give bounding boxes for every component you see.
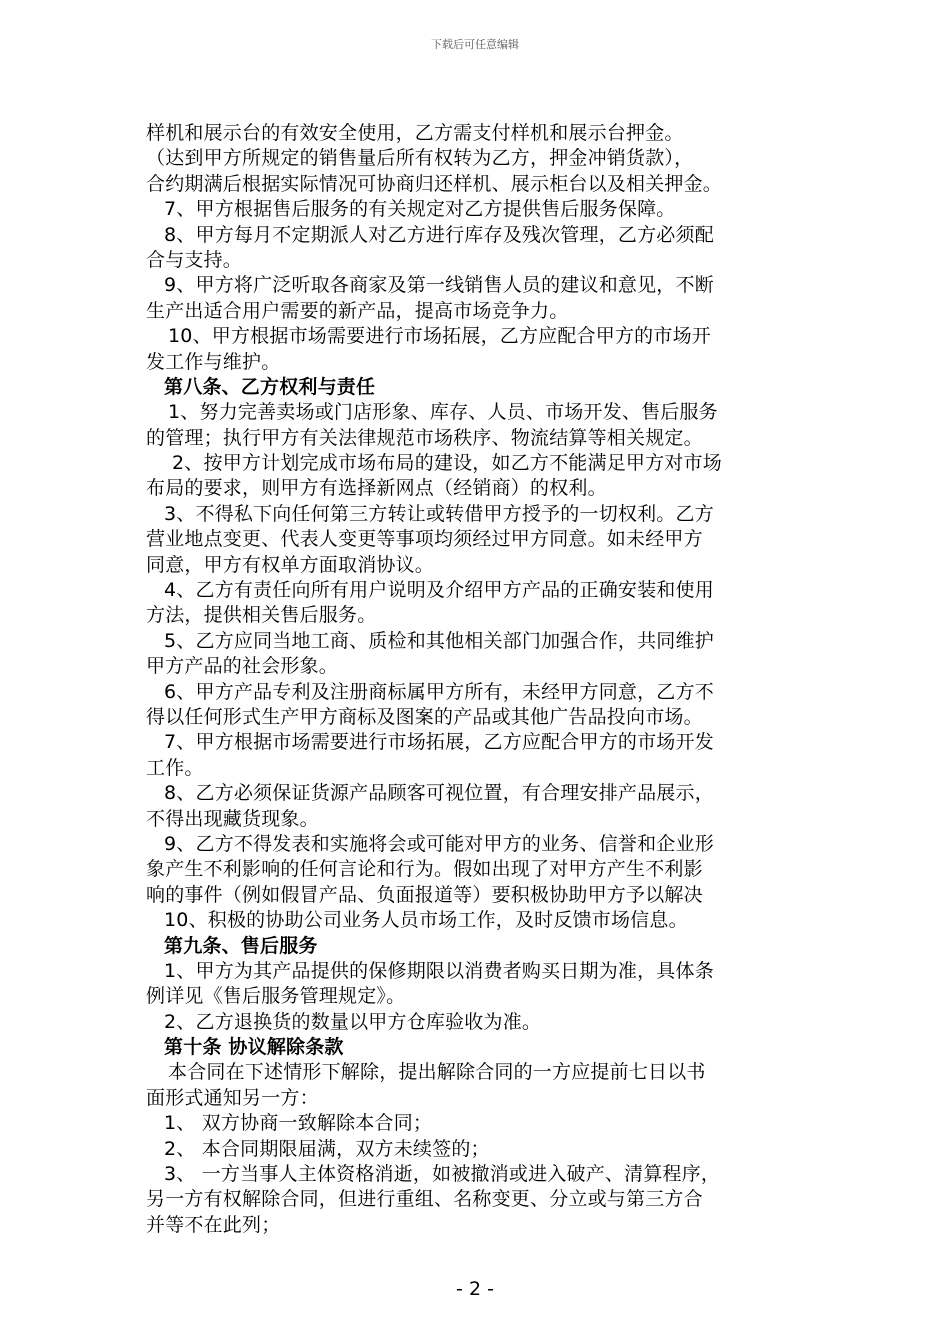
body-text-line: 1、 双方协商一致解除本合同； xyxy=(164,1112,433,1135)
body-text-line: 样机和展示台的有效安全使用，乙方需支付样机和展示台押金。 xyxy=(146,122,684,144)
body-text-line: 响的事件（例如假冒产品、负面报道等）要积极协助甲方予以解决 xyxy=(146,883,703,906)
section-heading: 第九条、售后服务 xyxy=(164,934,318,957)
body-text-line: 并等不在此列； xyxy=(146,1213,281,1236)
body-text-line: 的管理；执行甲方有关法律规范市场秩序、物流结算等相关规定。 xyxy=(146,426,703,449)
body-text-line: 1、甲方为其产品提供的保修期限以消费者购买日期为准，具体条 xyxy=(164,959,714,982)
body-text-line: 布局的要求，则甲方有选择新网点（经销商）的权利。 xyxy=(146,477,607,500)
body-text-line: 7、甲方根据售后服务的有关规定对乙方提供售后服务保障。 xyxy=(164,198,676,221)
body-text-line: 2、按甲方计划完成市场布局的建设，如乙方不能满足甲方对市场 xyxy=(172,452,722,475)
body-text-line: 8、甲方每月不定期派人对乙方进行库存及残次管理，乙方必须配 xyxy=(164,223,714,246)
body-text-line: 得以任何形式生产甲方商标及图案的产品或其他广告品投向市场。 xyxy=(146,705,703,728)
section-heading: 第十条 协议解除条款 xyxy=(164,1036,344,1059)
body-text-line: 8、乙方必须保证货源产品顾客可视位置，有合理安排产品展示， xyxy=(164,782,714,805)
body-text-line: 甲方产品的社会形象。 xyxy=(146,655,339,678)
body-text-line: 2、 本合同期限届满，双方未续签的； xyxy=(164,1137,490,1160)
body-text-line: 营业地点变更、代表人变更等事项均须经过甲方同意。如未经甲方 xyxy=(146,528,703,551)
body-text-line: 另一方有权解除合同，但进行重组、名称变更、分立或与第三方合 xyxy=(146,1188,703,1211)
body-text-line: 合与支持。 xyxy=(146,248,243,271)
section-heading: 第八条、乙方权利与责任 xyxy=(164,375,376,398)
body-text-line: 7、甲方根据市场需要进行市场拓展，乙方应配合甲方的市场开发 xyxy=(164,731,714,754)
body-text-line: 同意，甲方有权单方面取消协议。 xyxy=(146,553,435,576)
body-text-line: 6、甲方产品专利及注册商标属甲方所有，未经甲方同意，乙方不 xyxy=(164,680,714,703)
body-text-line: 方法，提供相关售后服务。 xyxy=(146,604,377,627)
page-header-note: 下载后可任意编辑 xyxy=(431,38,519,51)
body-text-line: 9、乙方不得发表和实施将会或可能对甲方的业务、信誉和企业形 xyxy=(164,832,714,855)
body-text-line: 4、乙方有责任向所有用户说明及介绍甲方产品的正确安装和使用 xyxy=(164,579,714,602)
body-text-line: （达到甲方所规定的销售量后所有权转为乙方，押金冲销货款）， xyxy=(146,147,694,170)
body-text-line: 不得出现藏货现象。 xyxy=(146,807,319,830)
body-text-line: 生产出适合用户需要的新产品，提高市场竞争力。 xyxy=(146,299,569,322)
body-text-line: 合约期满后根据实际情况可协商归还样机、展示柜台以及相关押金。 xyxy=(146,172,723,195)
page-number: - 2 - xyxy=(456,1278,494,1300)
body-text-line: 发工作与维护。 xyxy=(146,350,281,373)
body-text-line: 例详见《售后服务管理规定》。 xyxy=(146,985,406,1008)
body-text-line: 10、甲方根据市场需要进行市场拓展，乙方应配合甲方的市场开 xyxy=(168,325,711,348)
body-text-line: 9、甲方将广泛听取各商家及第一线销售人员的建议和意见，不断 xyxy=(164,274,714,297)
body-text-line: 10、积极的协助公司业务人员市场工作，及时反馈市场信息。 xyxy=(164,909,688,932)
body-text-line: 3、 一方当事人主体资格消逝，如被撤消或进入破产、清算程序， xyxy=(164,1163,721,1186)
body-text-line: 1、努力完善卖场或门店形象、库存、人员、市场开发、售后服务 xyxy=(168,401,718,424)
body-text-line: 本合同在下述情形下解除，提出解除合同的一方应提前七日以书 xyxy=(168,1061,706,1084)
body-text-line: 2、乙方退换货的数量以甲方仓库验收为准。 xyxy=(164,1010,542,1033)
document-body xyxy=(146,121,812,1238)
body-text-line: 面形式通知另一方： xyxy=(146,1086,319,1109)
body-text-line: 5、乙方应同当地工商、质检和其他相关部门加强合作，共同维护 xyxy=(164,629,714,652)
body-text-line: 象产生不利影响的任何言论和行为。假如出现了对甲方产生不利影 xyxy=(146,858,703,881)
body-text-line: 3、不得私下向任何第三方转让或转借甲方授予的一切权利。乙方 xyxy=(164,502,714,525)
body-text-line: 工作。 xyxy=(146,756,204,779)
